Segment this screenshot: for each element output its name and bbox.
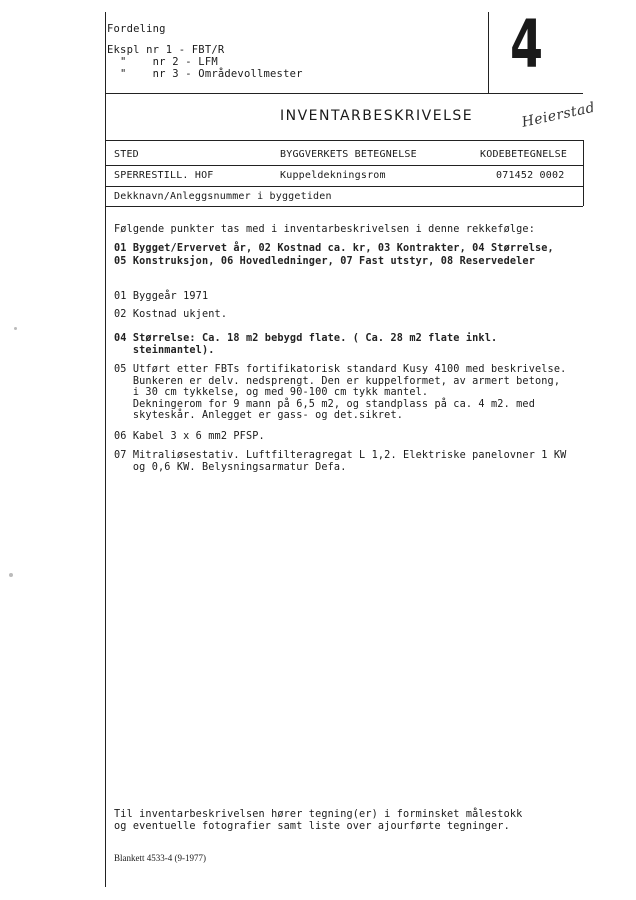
scan-speck [14,327,17,330]
title-bottom-line [105,140,583,141]
item-01: 01 Byggeår 1971 [114,291,209,302]
table-header-place: STED [114,149,139,160]
page-number: 4 [510,6,542,83]
footer-note: Til inventarbeskrivelsen hører tegning(er) i forminsket målestokk og eventuelle fotografier samt liste over ajourførte tegninger. [114,809,523,832]
document-title: INVENTARBESKRIVELSE [280,108,474,124]
table-row-line-2 [105,186,583,187]
table-cell-place: SPERRESTILL. HOF [114,170,214,181]
item-04: 04 Størrelse: Ca. 18 m2 bebygd flate. ( Ca. 28 m2 flate inkl. steinmantel). [114,333,498,356]
distribution-line-1: Ekspl nr 1 - FBT/R [107,44,225,56]
distribution-heading: Fordeling [107,23,166,35]
table-row-line-1 [105,165,583,166]
item-05: 05 Utført etter FBTs fortifikatorisk standard Kusy 4100 med beskrivelse. Bunkeren er delv. nedsprengt. Den er kuppelformet, av armert betong, i 30 cm tykkelse, og med 90-100 cm tykk mantel. Dekningerom for 9 mann på 6,5 m2, og standplass på ca. 4 m2. med skyteskår. Anlegget er gass- og det.sikret. [114,364,567,422]
item-06: 06 Kabel 3 x 6 mm2 PFSP. [114,431,265,442]
table-row-line-3 [105,206,583,207]
table-header-building: BYGGVERKETS BETEGNELSE [280,149,417,160]
table-right-border [583,140,584,206]
distribution-line-3: " nr 3 - Områdevollmester [107,68,303,80]
left-margin-line [105,12,106,887]
header-bottom-line [105,93,583,94]
intro-line-3: 05 Konstruksjon, 06 Hovedledninger, 07 Fast utstyr, 08 Reservedeler [114,256,535,267]
intro-line-1: Følgende punkter tas med i inventarbeskrivelsen i denne rekkefølge: [114,224,535,235]
item-07: 07 Mitraliøsestativ. Luftfilteragregat L 1,2. Elektriske panelovner 1 KW og 0,6 KW. Belysningsarmatur Defa. [114,450,567,473]
distribution-line-2: " nr 2 - LFM [107,56,218,68]
item-02: 02 Kostnad ukjent. [114,309,228,320]
form-identifier: Blankett 4533-4 (9-1977) [114,853,206,863]
scan-speck [9,573,13,577]
header-divider-line [488,12,489,94]
handwritten-signature: Heierstad [520,99,597,131]
table-cell-code: 071452 0002 [496,170,565,181]
table-subheader: Dekknavn/Anleggsnummer i byggetiden [114,191,332,202]
table-header-code: KODEBETEGNELSE [480,149,568,160]
intro-line-2: 01 Bygget/Ervervet år, 02 Kostnad ca. kr, 03 Kontrakter, 04 Størrelse, [114,243,554,254]
table-cell-building: Kuppeldekningsrom [280,170,386,181]
